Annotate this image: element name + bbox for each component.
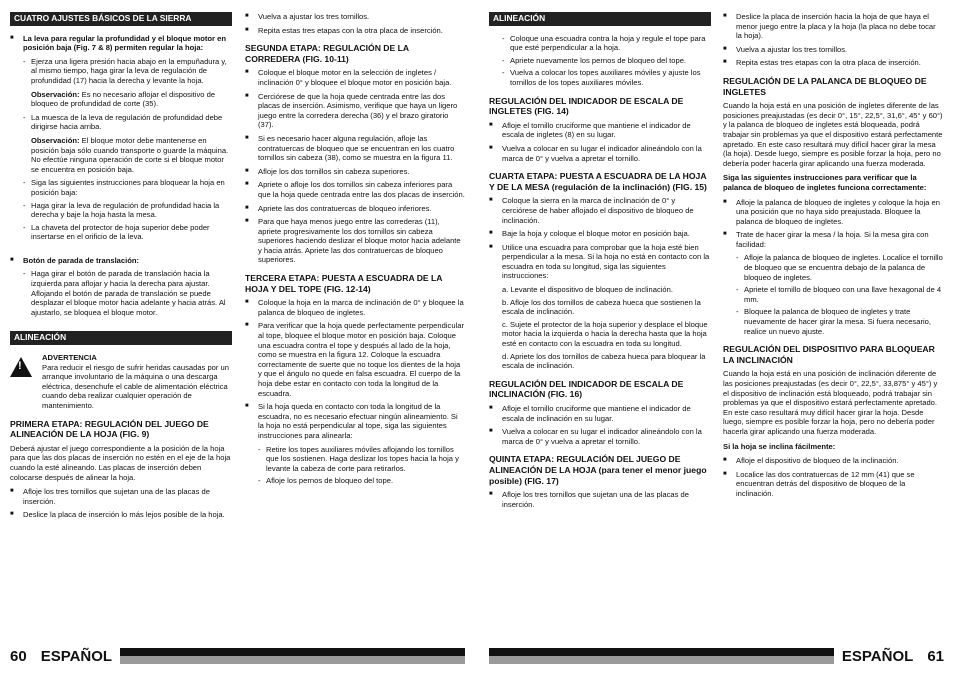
heading-primera-etapa: PRIMERA ETAPA: REGULACIÓN DEL JUEGO DE ALINEACIÓN DE LA HOJA (FIG. 9) (10, 418, 209, 440)
page-number-right: 61 (927, 647, 944, 665)
bullet-item: ■ Utilice una escuadra para comprobar que la hoja esté bien perpendicular a la mesa. Si la hoja no está en contacto con la escuadra en toda su longitud, siga las siguientes instrucciones: (489, 243, 711, 281)
observation-1 (10, 90, 232, 109)
dash-item: - Haga girar el botón de parada de translación hacia la izquierda para aflojar y hacia la derecha para ajustar. Aflojando el botón de parada de translación se puede desplazar el bloque motor hacia adelante y hacia atrás. Al ajustarlo, se bloquea el bloque motor. (23, 269, 232, 317)
heading-cuarta-etapa: CUARTA ETAPA: PUESTA A ESCUADRA DE LA HOJA Y DE LA MESA (regulación de la inclinación) (FIG. 15) (489, 171, 707, 192)
bullets-palanca (723, 198, 943, 250)
bullet-item: ■ Coloque la hoja en la marca de inclinación de 0° y bloquee la palanca de bloqueo de ingletes. (245, 298, 465, 317)
dash-item: - Apriete el tornillo de bloqueo con una llave hexagonal de 4 mm. (736, 285, 943, 304)
bullet-item: ■ Coloque la sierra en la marca de inclinación de 0° y cerciórese de haber aflojado el dispositivo de bloqueo de inclinación. (489, 196, 711, 225)
dash-item: - Vuelva a colocar los topes auxiliares móviles y ajuste los tornillos de los topes auxiliares móviles. (502, 68, 711, 87)
bullet-item: ■ Repita estas tres etapas con la otra placa de inserción. (723, 58, 943, 68)
bullet-item: ■ Afloje los dos tornillos sin cabeza superiores. (245, 167, 465, 177)
page-number-left: 60 (10, 647, 27, 665)
instruction-lead: Si la hoja se inclina fácilmente: (723, 441, 836, 451)
dash-item: - Afloje los pernos de bloqueo del tope. (258, 476, 465, 486)
bullet-item: ■ Coloque el bloque motor en la selección de ingletes / inclinación 0° y bloquee el bloque motor en posición baja. (245, 68, 465, 87)
dashes-top (489, 34, 711, 88)
bullet-boton (10, 256, 232, 266)
paragraph: Cuando la hoja está en una posición de ingletes diferente de las posiciones preajustadas (es decir 0°, 15°, 22,5°, 31,6°, 45° y 60°) y la palanca de bloqueo de ingletes está bloqueada, podrá trabajar sin problemas ya que el dispositivo estará perfectamente apretado. En este caso resultará muy difícil hacer girar la mesa (la hoja). Desde luego, siempre es posible forzar la hoja, pero no debería poder hacerla girar aplicando una fuerza moderada. (723, 101, 943, 168)
dash-item: - Coloque una escuadra contra la hoja y regule el tope para que esté perpendicular a la hoja. (502, 34, 711, 53)
warning-block (10, 353, 232, 411)
boton-dashes (10, 269, 232, 317)
bullets-quinta (489, 490, 711, 509)
leva-dashes-3 (10, 178, 232, 242)
bullets-segunda (245, 68, 465, 265)
bullet-item: ■ Trate de hacer girar la mesa / la hoja. Si la mesa gira con facilidad: (723, 230, 943, 249)
bullet-item: ■ Baje la hoja y coloque el bloque motor en posición baja. (489, 229, 711, 239)
bullet-item: ■ Si es necesario hacer alguna regulación, afloje las contratuercas de bloqueo que se encuentran en los cuatro tornillos sin cabeza (38), como se muestra en la figura 11. (245, 134, 465, 163)
bullet-item: ■ Repita estas tres etapas con la otra placa de inserción. (245, 26, 465, 36)
bullet-item: ■ Afloje el dispositivo de bloqueo de la inclinación. (723, 456, 943, 466)
paragraph: Cuando la hoja está en una posición de inclinación diferente de las posiciones preajustadas (es decir 0°, 22,5°, 33,875° y 45°) y el dispositivo de inclinación está bloqueado, podrá trabajar sin problemas ya que el dispositivo estará perfectamente apretado. En este caso resultará muy difícil hacer girar la hoja. Desde luego, siempre es posible forzar la hoja, pero no debería poder hacerla girar aplicando una fuerza moderada. (723, 369, 938, 436)
heading-quinta-etapa: QUINTA ETAPA: REGULACIÓN DEL JUEGO DE ALINEACIÓN DE LA HOJA (para tener el menor juego posible) (FIG. 17) (489, 454, 707, 486)
bullet-item: ■ Apriete las dos contratuercas de bloqueo inferiores. (245, 204, 465, 214)
obs-text: Es no necesario aflojar el dispositivo de bloqueo de profundidad de corte (35). (31, 89, 216, 109)
bullet-item: ■ Deslice la placa de inserción lo más lejos posible de la hoja. (10, 510, 232, 520)
heading-dispositivo-inclinacion: REGULACIÓN DEL DISPOSITIVO PARA BLOQUEAR LA INCLINACIÓN (723, 344, 935, 365)
footer-right (489, 648, 944, 664)
footer-stripe-right (489, 648, 834, 664)
bullet-item: ■ Vuelva a colocar en su lugar el indicador alineándolo con la marca de 0° y vuelva a apretar el tornillo. (489, 427, 711, 446)
bullet-item: ■ Localice las dos contratuercas de 12 mm (41) que se encuentran detrás del dispositivo de bloqueo de la inclinación. (723, 470, 943, 499)
bullet-item: ■ Afloje el tornillo cruciforme que mantiene el indicador de escala de ingletes (8) en su lugar. (489, 121, 711, 140)
bullet-boton-lead: Botón de parada de translación: (23, 255, 140, 265)
bullet-item: ■ Afloje la palanca de bloqueo de ingletes y coloque la hoja en una posición que no haya sido preajustada. Bloquee la palanca de bloqueo de ingletes. (723, 198, 943, 227)
dash-item: - Apriete nuevamente los pernos de bloqueo del tope. (502, 56, 711, 66)
instruction-lead: Siga las siguientes instrucciones para verificar que la palanca de bloqueo de ingletes funciona correctamente: (723, 173, 927, 192)
section-bar-cuatro-ajustes: CUATRO AJUSTES BÁSICOS DE LA SIERRA (10, 12, 232, 26)
section-bar-alineacion: ALINEACIÓN (10, 331, 232, 345)
dash-item: - Ejerza una ligera presión hacia abajo en la empuñadura y, al mismo tiempo, haga girar la leva de regulación de profundidad (17) hacia la derecha y levante la hoja. (23, 57, 232, 86)
alpha-item: a. Levante el dispositivo de bloqueo de inclinación. (502, 285, 673, 295)
bullets-primera (10, 487, 232, 520)
dash-item: - La muesca de la leva de regulación de profundidad debe dirigirse hacia arriba. (23, 113, 232, 132)
language-label-left: ESPAÑOL (40, 647, 113, 665)
warning-text: Para reducir el riesgo de sufrir heridas causadas por un arranque involuntario de la máquina o una descarga eléctrica, desenchufe el cable de alimentación eléctrica cuando deba realizar cualquier operación de mantenimiento. (42, 362, 229, 410)
footer-left (10, 648, 465, 664)
bullets-tercera (245, 298, 465, 440)
obs-text: El bloque motor debe mantenerse en posición baja sólo cuando transporte o guarde la máquina. No efectúe ninguna operación de corte si el bloque motor se encuentra en posición baja. (31, 135, 229, 174)
leva-dashes-2 (10, 113, 232, 132)
heading-indicador-ingletes: REGULACIÓN DEL INDICADOR DE ESCALA DE INGLETES (FIG. 14) (489, 95, 684, 117)
dash-item: - Retire los topes auxiliares móviles aflojando los tornillos que los sostienen. Haga deslizar los topes hacia la hoja y levante la cabeza de corte para retirarlos. (258, 445, 465, 474)
bullet-item: ■ Afloje los tres tornillos que sujetan una de las placas de inserción. (489, 490, 711, 509)
main-bullets-2 (10, 256, 232, 266)
column-4 (723, 12, 943, 503)
paragraph: Deberá ajustar el juego correspondiente a la posición de la hoja para que las dos placas de inserción no estén en el eje de la hoja cuando la esté alineando. Las placas de inserción deben colocarse después de alinear la hoja. (10, 443, 231, 482)
section-bar-alineacion-2: ALINEACIÓN (489, 12, 711, 26)
dash-item: - Siga las siguientes instrucciones para bloquear la hoja en posición baja: (23, 178, 232, 197)
bullet-leva-lead: La leva para regular la profundidad y el bloque motor en posición baja (Fig. 7 & 8) permiten regular la hoja: (23, 33, 226, 53)
alpha-item: b. Afloje los dos tornillos de cabeza hueca que sostienen la escala de inclinación. (502, 297, 701, 317)
alpha-steps (489, 285, 711, 371)
bullet-item: ■ Si la hoja queda en contacto con toda la longitud de la escuadra, no es necesario efectuar ningún alineamiento. Si la hoja no está perpendicular al tope, siga las siguientes instrucciones para alinearla: (245, 402, 465, 440)
dash-item: - Haga girar la leva de regulación de profundidad hacia la derecha y baje la hoja hasta la mesa. (23, 201, 232, 220)
column-1 (10, 12, 232, 524)
heading-segunda-etapa: SEGUNDA ETAPA: REGULACIÓN DE LA CORREDERA (FIG. 10-11) (245, 43, 409, 64)
dash-item: - Afloje la palanca de bloqueo de ingletes. Localice el tornillo de bloqueo que se encuentra debajo de la palanca de bloqueo de ingletes. (736, 253, 943, 282)
language-label-right: ESPAÑOL (841, 647, 914, 665)
dashes-palanca (723, 253, 943, 336)
main-bullets (10, 34, 232, 53)
dashes-tercera (245, 445, 465, 486)
observation-2 (10, 136, 232, 174)
warning-title: ADVERTENCIA (42, 353, 97, 363)
bullets-top (723, 12, 943, 68)
bullet-item: ■ Cerciórese de que la hoja quede centrada entre las dos placas de inserción. Asimismo, verifique que haya un ligero juego entre la corredera derecha (36) y el brazo giratorio (37). (245, 92, 465, 130)
bullets-dispositivo (723, 456, 943, 498)
bullet-item: ■ Vuelva a colocar en su lugar el indicador alineándolo con la marca de 0° y vuelva a apretar el tornillo. (489, 144, 711, 163)
bullets-cuarta (489, 196, 711, 281)
bullet-item: ■ Afloje los tres tornillos que sujetan una de las placas de inserción. (10, 487, 232, 506)
bullets-ingletes (489, 121, 711, 163)
alpha-item: c. Sujete el protector de la hoja superior y desplace el bloque motor hacia la izquierda o hacia la derecha hasta que la hoja esté en contacto con la escuadra en toda su longitud. (502, 319, 708, 349)
bullet-leva (10, 34, 232, 53)
bullet-item: ■ Deslice la placa de inserción hacia la hoja de que haya el menor juego entre la placa y la hoja (la placa no debe tocar la hoja). (723, 12, 943, 41)
dash-item: - Bloquee la palanca de bloqueo de ingletes y trate nuevamente de hacer girar la mesa. Si fuera necesario, realice un nuevo ajuste. (736, 307, 943, 336)
bullets-top (245, 12, 465, 35)
bullet-item: ■ Vuelva a ajustar los tres tornillos. (245, 12, 465, 22)
heading-tercera-etapa: TERCERA ETAPA: PUESTA A ESCUADRA DE LA HOJA Y DEL TOPE (FIG. 12-14) (245, 273, 443, 294)
column-2 (245, 12, 465, 490)
bullet-item: ■ Afloje el tornillo cruciforme que mantiene el indicador de escala de inclinación en su lugar. (489, 404, 711, 423)
bullet-item: ■ Vuelva a ajustar los tres tornillos. (723, 45, 943, 55)
alpha-item: d. Apriete los dos tornillos de cabeza hueca para bloquear la escala de inclinación. (502, 351, 706, 371)
obs-label: Observación: (31, 89, 80, 99)
heading-indicador-inclinacion: REGULACIÓN DEL INDICADOR DE ESCALA DE INCLINACIÓN (FIG. 16) (489, 378, 684, 400)
dash-item: - La chaveta del protector de hoja superior debe poder insertarse en el orificio de la leva. (23, 223, 232, 242)
warning-icon: ! (10, 357, 32, 377)
bullet-item: ■ Para que haya menos juego entre las correderas (11), apriete progresivamente los dos tornillos sin cabeza superiores haciendo deslizar el bloque motor hacia adelante y hacia atrás. Apriete las dos contratuercas de bloqueo superiores. (245, 217, 465, 265)
obs-label: Observación: (31, 135, 80, 145)
bullets-inclinacion (489, 404, 711, 446)
footer-stripe-left (120, 648, 465, 664)
heading-palanca-ingletes: REGULACIÓN DE LA PALANCA DE BLOQUEO DE INGLETES (723, 75, 927, 97)
leva-dashes (10, 57, 232, 86)
bullet-item: ■ Para verificar que la hoja quede perfectamente perpendicular al tope, bloquee el bloque motor en posición baja. Coloque una escuadra contra el tope y después al lado de la hoja, como se muestra en la figura 12. Coloque la escuadra correctamente de suerte que no toque los dientes de la hoja y que el ángulo no quede en falsa escuadra. El cuerpo de la hoja debe estar en contacto con toda la longitud de la escuadra. (245, 321, 465, 398)
column-3 (489, 12, 711, 513)
bullet-item: ■ Apriete o afloje los dos tornillos sin cabeza inferiores para que la hoja quede centrada entre las dos placas de inserción. (245, 180, 465, 199)
